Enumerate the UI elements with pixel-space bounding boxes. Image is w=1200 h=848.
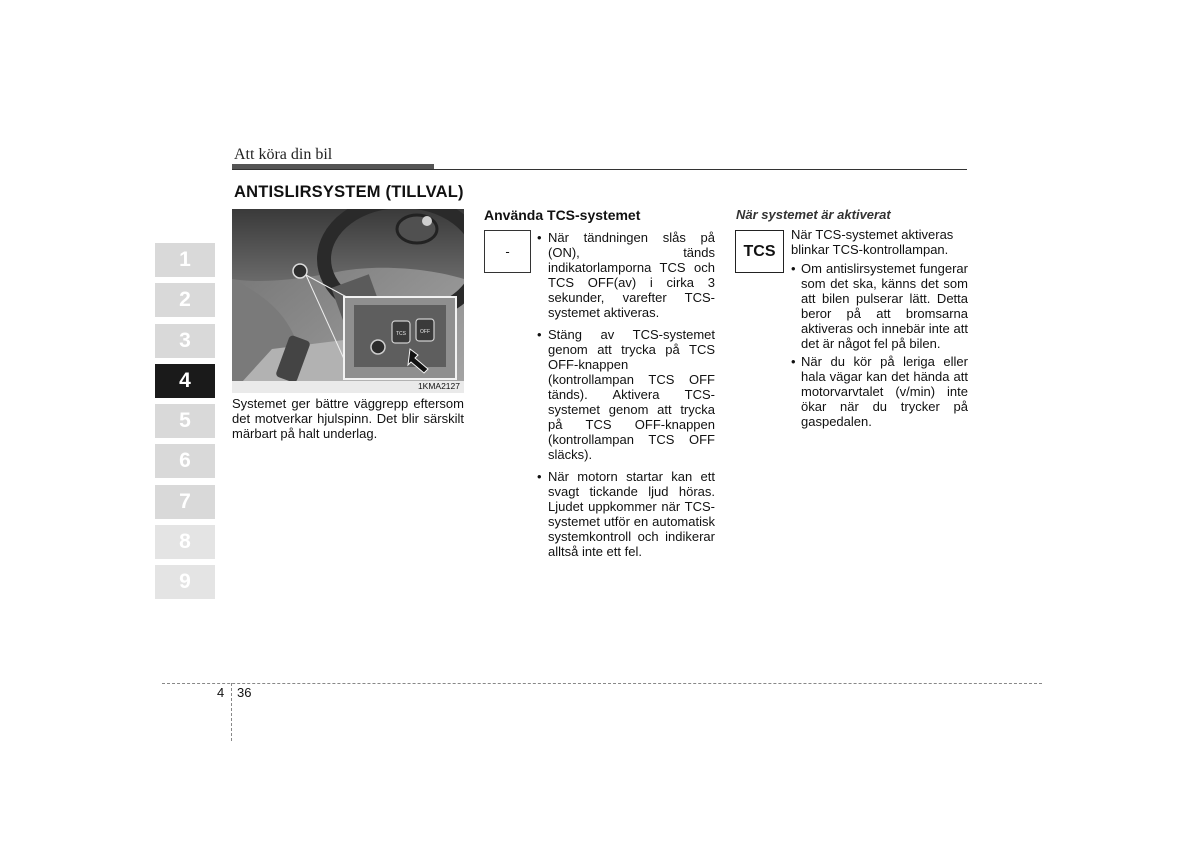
dashboard-photo-illustration [232,209,464,393]
tcs-indicator-box [735,230,784,273]
chapter-tab-5[interactable]: 5 [155,404,215,438]
chapter-tab-9[interactable]: 9 [155,565,215,599]
indicator-symbol: - [505,244,510,259]
when-active-heading: När systemet är aktiverat [736,207,891,222]
chapter-tab-1[interactable]: 1 [155,243,215,277]
svg-text:TCS: TCS [396,331,406,337]
tcs-indicator-label: TCS [743,242,776,260]
page-header-title: Att köra din bil [234,146,333,163]
intro-paragraph: Systemet ger bättre väggrepp eftersom det motverkar hjulspinn. Det blir särskilt märbart på halt underlag. [232,396,464,441]
using-tcs-list [537,230,715,566]
chapter-tab-4[interactable]: 4 [155,364,215,398]
list-item: • När motorn startar kan ett svagt tickande ljud höras. Ljudet uppkommer när TCS-systemet utför en automatisk systemkontroll och indikerar alltså inte ett fel. [537,469,715,559]
chapter-tab-8[interactable]: 8 [155,525,215,559]
chapter-tabs [155,243,215,606]
tcs-off-indicator-box [484,230,531,273]
svg-text:OFF: OFF [420,329,430,335]
when-active-intro: När TCS-systemet aktiveras blinkar TCS-kontrollampan. [791,227,954,257]
list-item: • När tändningen slås på (ON), tänds indikatorlamporna TCS och TCS OFF(av) i cirka 3 sekunder, varefter TCS-systemet aktiveras. [537,230,715,320]
figure-code: 1KMA2127 [417,381,460,391]
dashboard-photo [232,209,464,393]
chapter-tab-7[interactable]: 7 [155,485,215,519]
using-tcs-heading: Använda TCS-systemet [484,207,641,223]
footer-rule [162,683,1042,684]
list-item: • Stäng av TCS-systemet genom att trycka på TCS OFF-knappen (kontrollampan TCS OFF tänds). Aktivera TCS-systemet genom att trycka på TCS OFF-knappen (kontrollampan TCS OFF släcks). [537,327,715,462]
when-active-list [791,261,968,432]
header-rule [232,169,967,170]
chapter-tab-6[interactable]: 6 [155,444,215,478]
chapter-tab-3[interactable]: 3 [155,324,215,358]
footer-chapter-number: 4 [217,685,225,700]
list-item: • Om antislirsystemet fungerar som det ska, känns det som att bilen pulserar lätt. Detta beror på att bromsarna aktiveras och innebär inte att det är något fel på bilen. [791,261,968,351]
section-heading: ANTISLIRSYSTEM (TILLVAL) [234,183,464,201]
chapter-tab-2[interactable]: 2 [155,283,215,317]
footer-divider [231,683,232,741]
footer-page-number: 36 [237,685,252,700]
list-item: • När du kör på leriga eller hala vägar kan det hända att motorvarvtalet (v/min) inte ökar när du trycker på gaspedalen. [791,354,968,429]
